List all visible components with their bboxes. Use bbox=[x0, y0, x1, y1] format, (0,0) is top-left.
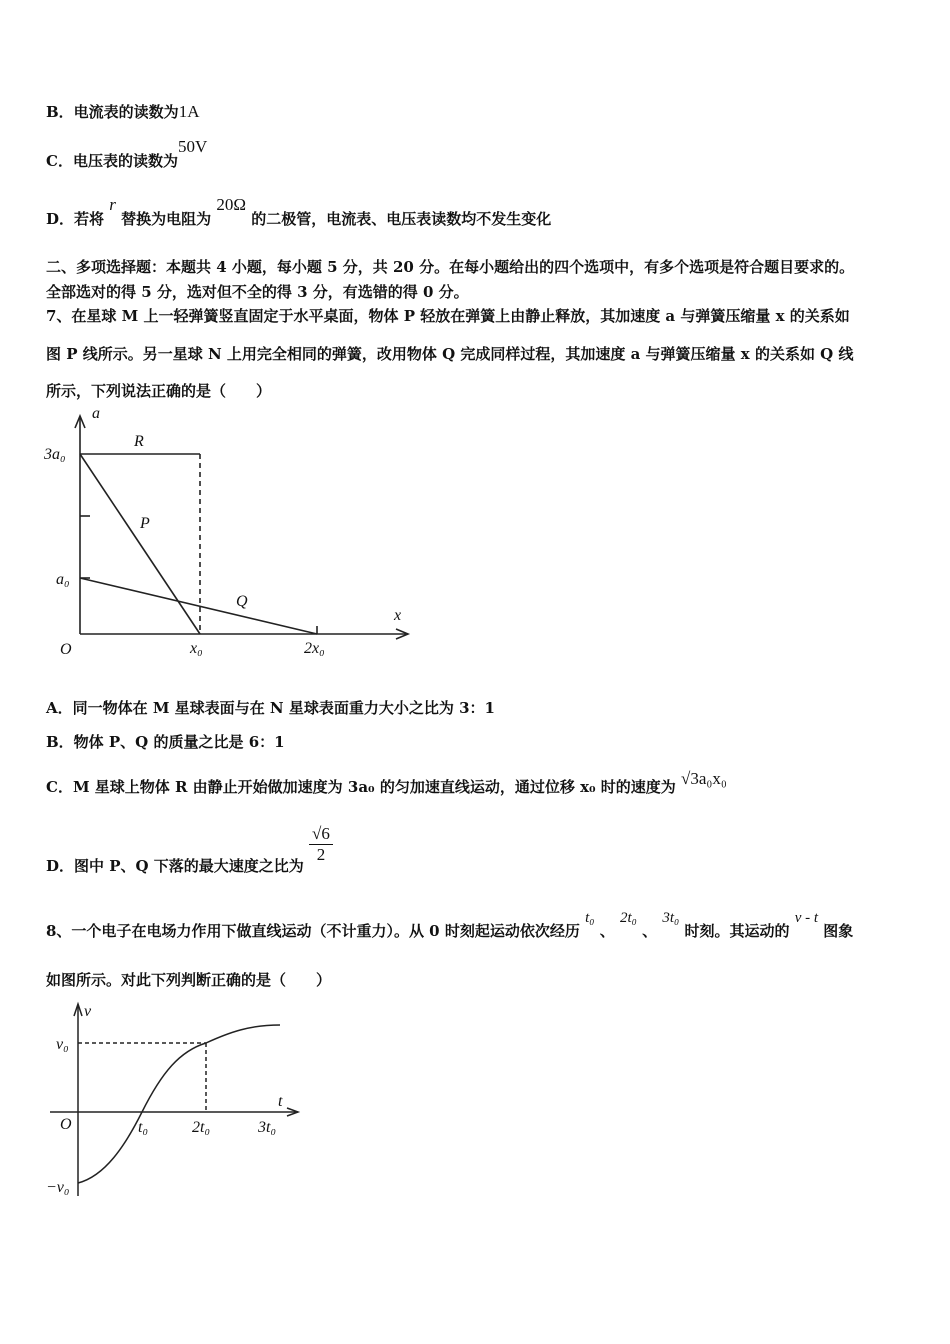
q7-stem-line3: 所示，下列说法正确的是（ ） bbox=[46, 382, 272, 400]
q7-option-c: C．M 星球上物体 R 由静止开始做加速度为 3a₀ 的匀加速直线运动，通过位移 x₀ 时的速度为 √3a₀x₀ bbox=[46, 769, 727, 796]
line-q bbox=[80, 578, 317, 634]
y-label-3a0: 3a₀ bbox=[44, 446, 66, 463]
label-r: R bbox=[134, 433, 144, 450]
q8-stem-line2: 如图所示。对此下列判断正确的是（ ） bbox=[46, 971, 332, 989]
line-p bbox=[80, 454, 200, 634]
vt-curve bbox=[78, 1025, 280, 1183]
q7-option-b: B．物体 P、Q 的质量之比是 6：1 bbox=[46, 733, 285, 751]
x-label-x0: x₀ bbox=[190, 640, 203, 657]
sqrt-expression: √3a₀x₀ bbox=[681, 769, 727, 788]
fraction-sqrt6-over-2: $\frac{√6}{2}$ bbox=[309, 824, 333, 865]
section-heading-line2: 全部选对的得 5 分，选对但不全的得 3 分，有选错的得 0 分。 bbox=[46, 283, 469, 301]
label-q: Q bbox=[236, 593, 248, 610]
q8-stem-line1: 8、一个电子在电场力作用下做直线运动（不计重力）。从 0 时刻起运动依次经历 t₀ 、 2t₀ 、 3t₀ 时刻。其运动的 v - t 图象 bbox=[46, 910, 854, 940]
q8-graph bbox=[40, 996, 310, 1206]
q7-stem-line1: 7、在星球 M 上一轻弹簧竖直固定于水平桌面，物体 P 轻放在弹簧上由静止释放，其加速度 a 与弹簧压缩量 x 的关系如 bbox=[46, 307, 850, 325]
x-label-2t0: 2t₀ bbox=[192, 1119, 211, 1136]
option-d-prev: D．若将 r 替换为电阻为 20Ω 的二极管，电流表、电压表读数均不发生变化 bbox=[46, 195, 552, 228]
x-axis-label: x bbox=[394, 607, 402, 624]
x-label-t0: t₀ bbox=[138, 1119, 149, 1136]
q7-option-a: A．同一物体在 M 星球表面与在 N 星球表面重力大小之比为 3：1 bbox=[46, 699, 495, 717]
v-axis-label: v bbox=[84, 1003, 92, 1020]
q7-option-d: D．图中 P、Q 下落的最大速度之比为 $\frac{√6}{2}$ bbox=[46, 828, 333, 869]
option-b-prev: B．电流表的读数为1A bbox=[46, 102, 200, 121]
origin-label: O bbox=[60, 641, 72, 658]
x-label-2x0: 2x₀ bbox=[304, 640, 325, 657]
label-p: P bbox=[140, 515, 150, 532]
option-c-prev: C．电压表的读数为50V bbox=[46, 137, 208, 170]
x-label-3t0: 3t₀ bbox=[258, 1119, 277, 1136]
y-label-neg-v0: −v₀ bbox=[46, 1179, 70, 1196]
y-label-v0: v₀ bbox=[56, 1036, 69, 1053]
y-label-a0: a₀ bbox=[56, 571, 70, 588]
section-heading-line1: 二、多项选择题：本题共 4 小题，每小题 5 分，共 20 分。在每小题给出的四个选项中，有多个选项是符合题目要求的。 bbox=[46, 258, 855, 276]
q7-graph bbox=[40, 404, 420, 664]
t-axis-label: t bbox=[278, 1093, 283, 1110]
a-axis-label: a bbox=[92, 405, 100, 422]
origin-label-q8: O bbox=[60, 1116, 72, 1133]
q7-stem-line2: 图 P 线所示。另一星球 N 上用完全相同的弹簧，改用物体 Q 完成同样过程，其加速度 a 与弹簧压缩量 x 的关系如 Q 线 bbox=[46, 345, 854, 363]
